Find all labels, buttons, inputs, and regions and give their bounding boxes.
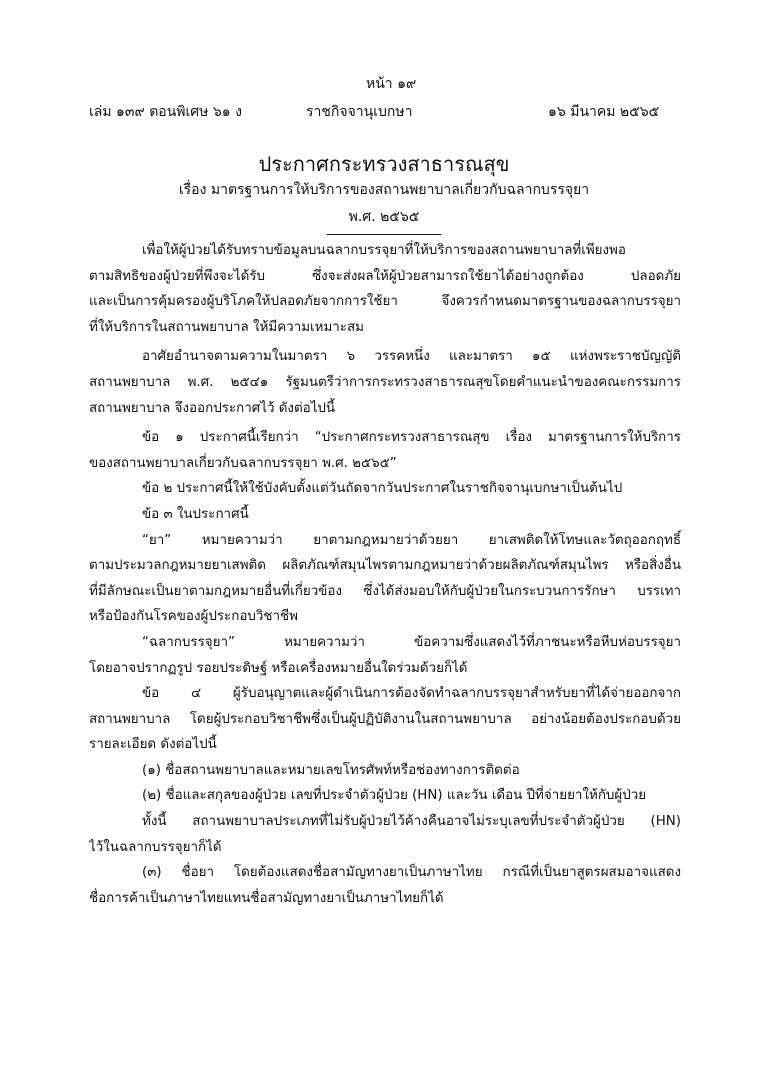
text-line: (๑) ชื่อสถานพยาบาลและหมายเลขโทรศัพท์หรือช่องทางการติดต่อ bbox=[142, 762, 520, 778]
text-line: ข้อ ๔ ผู้รับอนุญาตและผู้ดำเนินการต้องจัดทำฉลากบรรจุยาสำหรับยาที่ได้จ่ายออกจาก bbox=[142, 686, 681, 702]
paragraph bbox=[89, 758, 681, 784]
text-line: เพื่อให้ผู้ป่วยได้รับทราบข้อมูลบนฉลากบรรจุยาที่ให้บริการของสถานพยาบาลที่เพียงพอ bbox=[142, 243, 626, 258]
text-line: ข้อ ๓ ในประกาศนี้ bbox=[142, 506, 249, 522]
text-line: ไว้ในฉลากบรรจุยาก็ได้ bbox=[89, 839, 222, 855]
text-line: สถานพยาบาล พ.ศ. ๒๕๔๑ รัฐมนตรีว่าการกระทรวงสาธารณสุขโดยคำแนะนำของคณะกรรมการ bbox=[89, 374, 681, 390]
text-line: ที่ให้บริการในสถานพยาบาล ให้มีความเหมาะสม bbox=[89, 319, 364, 335]
text-line: ทั้งนี้ สถานพยาบาลประเภทที่ไม่รับผู้ป่วยไว้ค้างคืนอาจไม่ระบุเลขที่ประจำตัวผู้ป่วย (HN) bbox=[142, 814, 681, 830]
title-divider bbox=[327, 234, 441, 235]
text-line: รายละเอียด ดังต่อไปนี้ bbox=[89, 737, 217, 753]
text-line: ของสถานพยาบาลเกี่ยวกับฉลากบรรจุยา พ.ศ. ๒๕๖๕” bbox=[89, 455, 397, 471]
text-line: โดยอาจปรากฏรูป รอยประดิษฐ์ หรือเครื่องหมายอื่นใดร่วมด้วยก็ได้ bbox=[89, 660, 468, 676]
text-line: ข้อ ๑ ประกาศนี้เรียกว่า “ประกาศกระทรวงสาธารณสุข เรื่อง มาตรฐานการให้บริการ bbox=[142, 430, 681, 446]
paragraph bbox=[89, 528, 681, 630]
volume-issue: เล่ม ๑๓๙ ตอนพิเศษ ๖๑ ง bbox=[89, 104, 242, 120]
paragraph bbox=[89, 502, 681, 528]
announcement-title: ประกาศกระทรวงสาธารณสุข bbox=[258, 152, 510, 176]
text-line: และเป็นการคุ้มครองผู้บริโภคให้ปลอดภัยจากการใช้ยา จึงควรกำหนดมาตรฐานของฉลากบรรจุยา bbox=[89, 294, 681, 310]
text-line: ตามสิทธิของผู้ป่วยที่พึงจะได้รับ ซึ่งจะส่งผลให้ผู้ป่วยสามารถใช้ยาได้อย่างถูกต้อง ปลอดภัย bbox=[89, 268, 681, 284]
paragraph bbox=[89, 425, 681, 476]
announcement-year: พ.ศ. ๒๕๖๕ bbox=[348, 209, 420, 225]
text-line: สถานพยาบาล โดยผู้ประกอบวิชาชีพซึ่งเป็นผู้ปฏิบัติงานในสถานพยาบาล อย่างน้อยต้องประกอบด้วย bbox=[89, 711, 681, 727]
paragraph bbox=[89, 809, 681, 860]
paragraph bbox=[89, 681, 681, 758]
paragraph bbox=[89, 860, 681, 911]
text-line: “ฉลากบรรจุยา” หมายความว่า ข้อความซึ่งแสดงไว้ที่ภาชนะหรือหีบห่อบรรจุยา bbox=[142, 634, 681, 650]
text-line: (๓) ชื่อยา โดยต้องแสดงชื่อสามัญทางยาเป็นภาษาไทย กรณีที่เป็นยาสูตรผสมอาจแสดง bbox=[142, 865, 681, 881]
text-line: ตามประมวลกฎหมายยาเสพติด ผลิตภัณฑ์สมุนไพรตามกฎหมายว่าด้วยผลิตภัณฑ์สมุนไพร หรือสิ่งอื่น bbox=[89, 558, 681, 574]
document-body bbox=[89, 238, 681, 911]
text-line: ข้อ ๒ ประกาศนี้ให้ใช้บังคับตั้งแต่วันถัดจากวันประกาศในราชกิจจานุเบกษาเป็นต้นไป bbox=[142, 481, 623, 497]
paragraph bbox=[89, 783, 681, 809]
text-line: ที่มีลักษณะเป็นยาตามกฎหมายอื่นที่เกี่ยวข้อง ซึ่งได้ส่งมอบให้กับผู้ป่วยในกระบวนการรักษา บรรเทา bbox=[89, 583, 681, 599]
paragraph bbox=[89, 238, 681, 340]
text-line: ชื่อการค้าเป็นภาษาไทยแทนชื่อสามัญทางยาเป็นภาษาไทยก็ได้ bbox=[89, 890, 444, 906]
publication-date: ๑๖ มีนาคม ๒๕๖๕ bbox=[548, 104, 660, 120]
text-line: “ยา” หมายความว่า ยาตามกฎหมายว่าด้วยยา ยาเสพติดให้โทษและวัตถุออกฤทธิ์ bbox=[142, 532, 681, 548]
text-line: อาศัยอำนาจตามความในมาตรา ๖ วรรคหนึ่ง และมาตรา ๑๕ แห่งพระราชบัญญัติ bbox=[142, 349, 681, 365]
paragraph bbox=[89, 630, 681, 681]
announcement-subject: เรื่อง มาตรฐานการให้บริการของสถานพยาบาลเกี่ยวกับฉลากบรรจุยา bbox=[178, 182, 590, 198]
paragraph bbox=[89, 344, 681, 421]
text-line: หรือป้องกันโรคของผู้ประกอบวิชาชีพ bbox=[89, 609, 298, 625]
text-line: (๒) ชื่อและสกุลของผู้ป่วย เลขที่ประจำตัวผู้ป่วย (HN) และวัน เดือน ปีที่จ่ายยาให้กับผู้ป่วย bbox=[142, 788, 647, 804]
page-number: หน้า ๑๙ bbox=[366, 76, 417, 92]
text-line: สถานพยาบาล จึงออกประกาศไว้ ดังต่อไปนี้ bbox=[89, 400, 336, 416]
paragraph bbox=[89, 476, 681, 502]
gazette-name: ราชกิจจานุเบกษา bbox=[306, 104, 413, 120]
